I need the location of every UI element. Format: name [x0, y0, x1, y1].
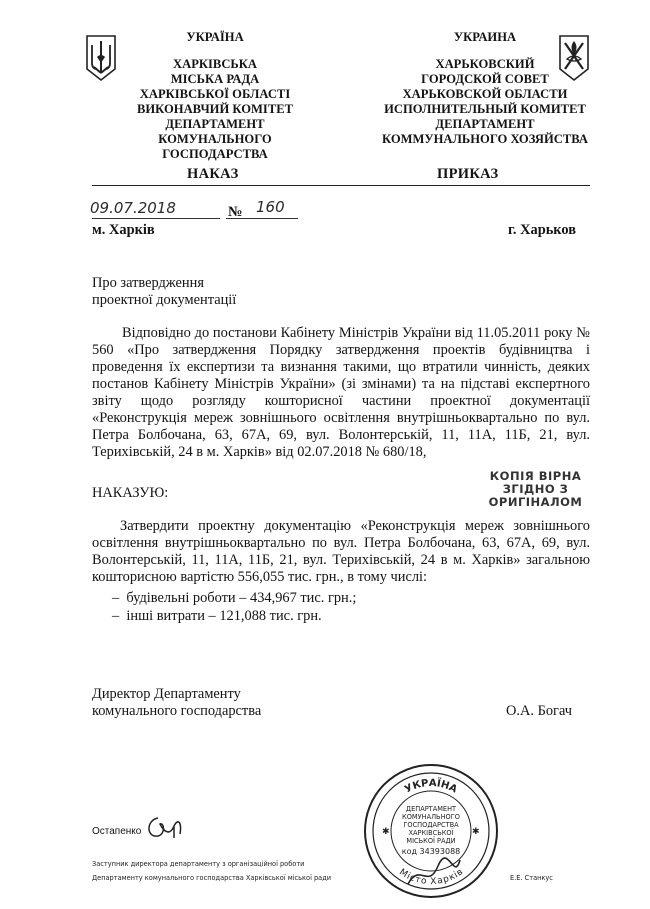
signer-title-line: Директор Департаменту [92, 686, 241, 702]
seal-center-line: МІСЬКОЇ РАДИ [406, 837, 456, 845]
list-item [112, 608, 322, 625]
svg-text:УКРАЇНА [403, 775, 459, 795]
header-line: ХАРКІВСЬКА [173, 57, 257, 71]
order-title-ua: НАКАЗ [187, 166, 239, 182]
executor-name: Е.Е. Станкус [510, 874, 553, 882]
header-russian [365, 30, 605, 147]
list-dash: – [112, 590, 127, 606]
header-line: ГОРОДСКОЙ СОВЕТ [421, 72, 549, 86]
list-dash: – [112, 608, 127, 624]
seal-star-icon: ✱ [382, 826, 390, 836]
order-number: 160 [256, 198, 285, 216]
city-ua: м. Харків [92, 222, 155, 238]
subject [92, 275, 236, 309]
list-item-text: інші витрати – 121,088 тис. грн. [126, 608, 322, 624]
header-line: ХАРКІВСЬКОЇ ОБЛАСТІ [139, 87, 291, 101]
subject-line: проектної документації [92, 292, 237, 308]
official-seal [362, 762, 500, 900]
order-date: 09.07.2018 [90, 199, 176, 217]
seal-center-line: ХАРКІВСЬКОЇ [408, 829, 454, 837]
header-line: ХАРЬКОВСКОЙ ОБЛАСТИ [402, 87, 568, 101]
header-line: ИСПОЛНИТЕЛЬНЫЙ КОМИТЕТ [384, 102, 586, 116]
country-name-ru: УКРАИНА [453, 30, 517, 44]
header-ukrainian [110, 30, 320, 162]
header-line: ВИКОНАВЧИЙ КОМІТЕТ [136, 102, 294, 116]
header-line: ДЕПАРТАМЕНТ [435, 117, 535, 131]
list-item [112, 590, 356, 607]
seal-center-line: КОМУНАЛЬНОГО [402, 813, 460, 821]
header-line: МІСЬКА РАДА [170, 72, 260, 86]
header-line: КОММУНАЛЬНОГО ХОЗЯЙСТВА [382, 132, 588, 146]
seal-star-icon: ✱ [472, 826, 480, 836]
order-word: НАКАЗУЮ: [92, 485, 169, 501]
date-underline [92, 218, 220, 219]
approver-line: Департаменту комунального господарства Харківської міської ради [92, 874, 332, 882]
seal-center-line: ГОСПОДАРСТВА [403, 821, 459, 829]
list-item-text: будівельні роботи – 434,967 тис. грн.; [126, 590, 357, 606]
copy-stamp-line: ОРИГІНАЛОМ [488, 495, 583, 509]
header-line: ХАРЬКОВСКИЙ [435, 57, 535, 71]
header-divider [92, 185, 590, 186]
seal-center-line: ДЕПАРТАМЕНТ [405, 805, 457, 813]
number-underline [226, 218, 298, 219]
visa-name: Остапенко [92, 826, 142, 837]
visa-signature [144, 812, 186, 842]
preamble-paragraph: Відповідно до постанови Кабінету Міністрів України від 11.05.2011 року № 560 «Про затвердження Порядку затвердження проектів будівництва і проведення їх експертизи та визнання такими, що втратили чинність, деяких постанов Кабінету Міністрів України» (зі змінами) та на підставі експертного звіту щодо розгляду кошторисної частини проектної документації «Реконструкція мереж зовнішнього освітлення внутрішньоквартально по вул. Петра Болбочана, 63, 67А, 69, вул. Волонтерській, 11, 11А, 11Б, 21, вул. Терихівській, 24 в м. Харків» від 02.07.2018 № 680/18, [92, 325, 590, 460]
copy-stamp-line: ЗГІДНО З [502, 482, 569, 496]
number-sign: № [228, 204, 243, 220]
approver-line: Заступник директора департаменту з організаційної роботи [92, 860, 305, 868]
header-line: КОМУНАЛЬНОГО ГОСПОДАРСТВА [158, 132, 272, 161]
header-line: ДЕПАРТАМЕНТ [165, 117, 265, 131]
signer-title [92, 686, 261, 720]
subject-line: Про затвердження [92, 275, 204, 291]
order-title-ru: ПРИКАЗ [437, 166, 499, 182]
copy-stamp-line: КОПІЯ ВІРНА [489, 469, 582, 483]
seal-top-text: УКРАЇНА [403, 777, 459, 796]
signer-title-line: комунального господарства [92, 703, 262, 719]
country-name-ua: УКРАЇНА [186, 30, 244, 44]
decision-paragraph: Затвердити проектну документацію «Реконструкція мереж зовнішнього освітлення внутрішньоквартально по вул. Петра Болбочана, 63, 67А, 69, вул. Волонтерській, 11, 11А, 11Б, 21, вул. Терихівській, 24 в м. Харків» загальною кошторисною вартістю 556,055 тис. грн., в тому числі: [92, 518, 590, 585]
seal-bottom-text: Місто Харків [397, 867, 465, 888]
city-ru: г. Харьков [508, 222, 577, 238]
seal-code: код 34393088 [401, 847, 461, 856]
copy-stamp [478, 470, 593, 509]
signer-name: О.А. Богач [506, 703, 572, 719]
